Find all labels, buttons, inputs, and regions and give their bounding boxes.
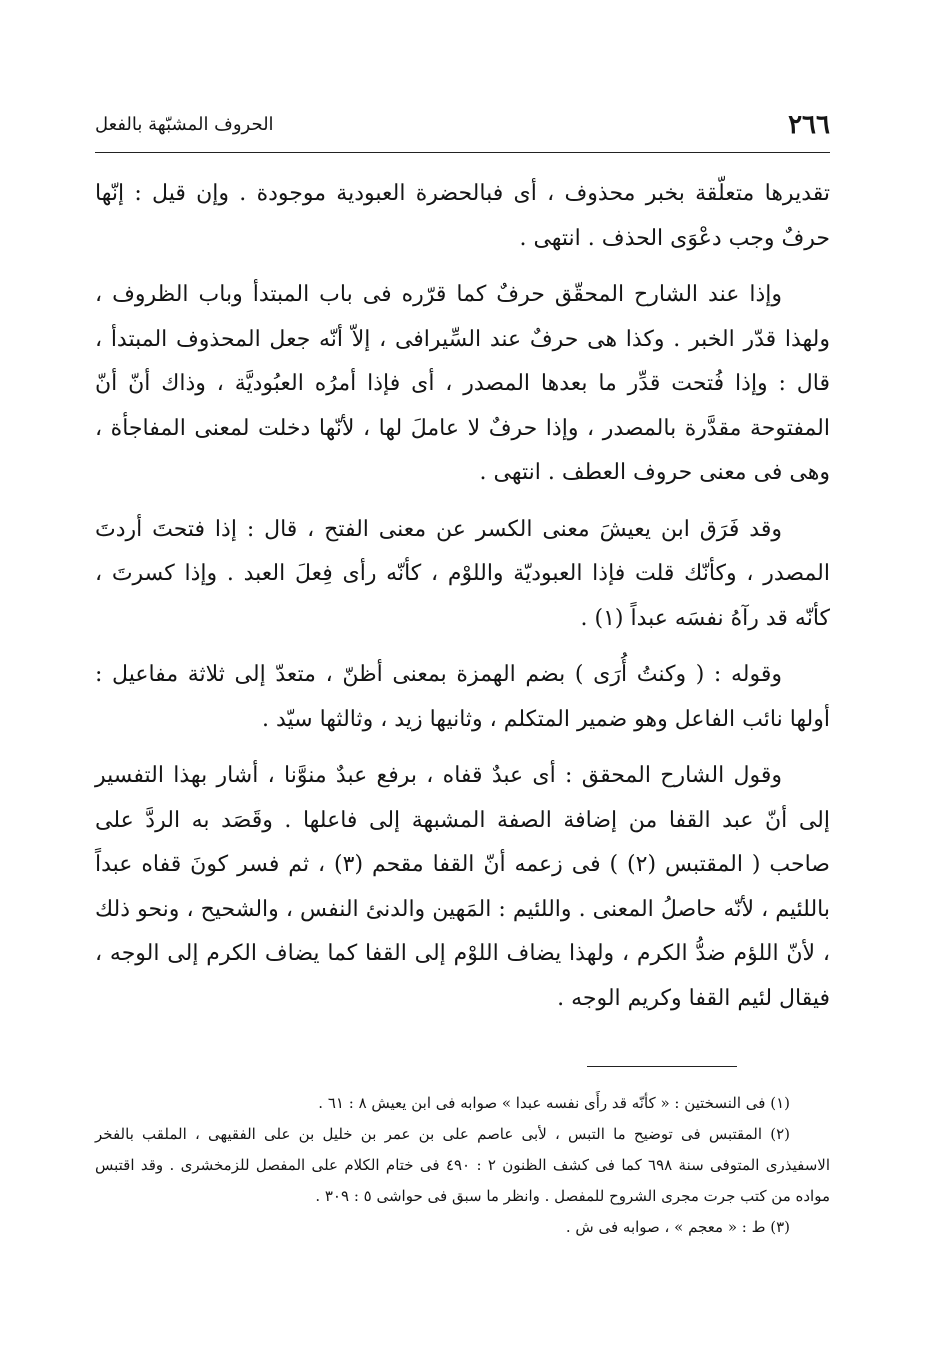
running-title: الحروف المشبّهة بالفعل <box>95 114 274 135</box>
header-divider <box>95 152 830 153</box>
footnote: (٣) ط : « معجم » ، صوابه فى ش . <box>565 1218 790 1236</box>
footnote: (٢) المقتبس فى توضيح ما التبس ، لأبى عاصم على بن عمر بن خليل بن على الفقيهى ، الملقب بالفخر الاسفيذرى المتوفى سنة ٦٩٨ كما فى كشف الظنون ٢ : ٤٩٠ فى ختام الكلام على المفصل للزمخشرى . وقد اقتبس مواده من كتب جرت مجرى الشروح للمفصل . وانظر ما سبق فى حواشى ٥ : ٣٠٩ . <box>95 1125 830 1205</box>
page-number: ٢٦٦ <box>788 110 830 140</box>
main-text <box>95 172 830 1033</box>
footnote-divider <box>587 1066 737 1067</box>
paragraph: وإذا عند الشارح المحقّق حرفٌ كما قرّره فى باب المبتدأ وباب الظروف ، ولهذا قدّر الخبر . وكذا هى حرفٌ عند السِّيرافى ، إلاّ أنّه جعل المحذوف المبتدأ ، قال : وإذا فُتحت قدِّر ما بعدها المصدر ، أى فإذا أمرُه العبُوديَّة ، وذاك أنّ أنّ المفتوحة مقدَّرة بالمصدر ، وإذا حرفٌ لا عاملَ لها ، لأنّها دخلت لمعنى المفاجأة ، وهى فى معنى حروف العطف . انتهى . <box>95 282 830 485</box>
paragraph: وقد فَرَق ابن يعيشَ معنى الكسر عن معنى الفتح ، قال : إذا فتحتَ أردتَ المصدر ، وكأنّك قلت فإذا العبوديّة واللوْم ، كأنّه رأى فِعلَ العبد . وإذا كسرتَ ، كأنّه قد رآهُ نفسَه عبداً (١) . <box>95 516 830 631</box>
paragraph: تقديرها متعلّقة بخبر محذوف ، أى فبالحضرة العبودية موجودة . وإن قيل : إنّها حرفٌ وجب دعْوَى الحذف . انتهى . <box>95 181 830 251</box>
footnote: (١) فى النسختين : « كأنّه قد رأَى نفسه عبدا » صوابه فى ابن يعيش ٨ : ٦١ . <box>318 1094 790 1112</box>
page-header <box>95 110 830 144</box>
footnotes <box>95 1088 830 1243</box>
paragraph: وقوله : ( وكنتُ أُرَى ) بضم الهمزة بمعنى أظنّ ، متعدّ إلى ثلاثة مفاعيل : أولها نائب الفاعل وهو ضمير المتكلم ، وثانيها زيد ، وثالثها سيّد . <box>95 662 830 732</box>
paragraph: وقول الشارح المحقق : أى عبدٌ قفاه ، برفع عبدٌ منوَّنا ، أشار بهذا التفسير إلى أنّ عبد القفا من إضافة الصفة المشبهة إلى فاعلها . وقَصَد به الردَّ على صاحب ( المقتبس (٢) ) فى زعمه أنّ القفا مقحم (٣) ، ثم فسر كونَ قفاه عبداً باللئيم ، لأنّه حاصلُ المعنى . واللئيم : المَهين والدنئ النفس ، والشحيح ، ونحو ذلك ، لأنّ اللؤم ضدُّ الكرم ، ولهذا يضاف اللوْم إلى القفا كما يضاف الكرم إلى الوجه ، فيقال لئيم القفا وكريم الوجه . <box>95 763 830 1011</box>
